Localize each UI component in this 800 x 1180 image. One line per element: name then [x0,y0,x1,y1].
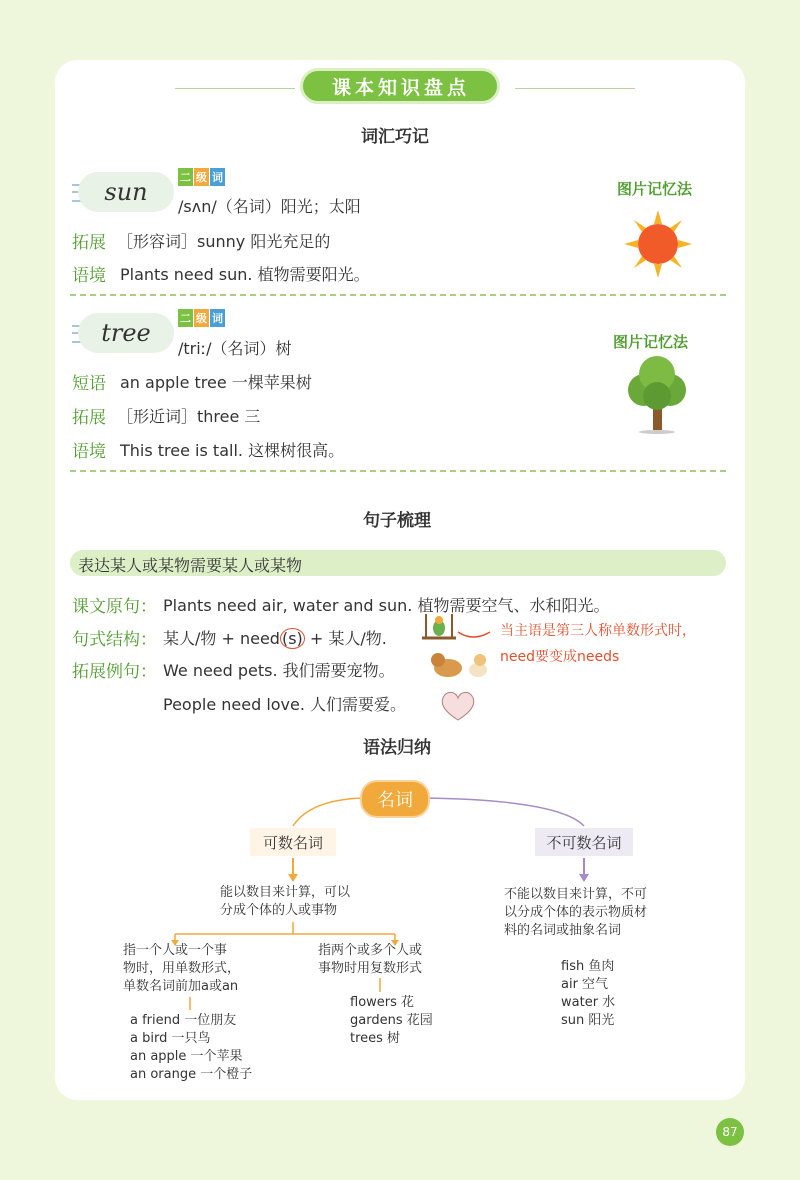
singular-rule: 指一个人或一个事 物时，用单数形式， 单数名词前加a或an [123,943,241,994]
root-node: 名词 [360,780,430,818]
list-item: gardens 花园 [350,1013,433,1028]
original-sentence: Plants need air, water and sun. 植物需要空气、水和阳光。 [163,596,610,615]
banner-char: 知 [377,76,399,99]
banner-char: 盘 [424,76,446,99]
level-tag: 二 级 词 [178,309,225,327]
grammar-section-title: 语法归纳 [357,733,437,758]
extension-tree: ［形近词］three 三 [117,407,261,426]
phrase-tree: an apple tree 一棵苹果树 [120,373,312,392]
banner-char: 本 [354,76,376,99]
singular-examples [130,1012,252,1084]
vocab-section-title: 词汇巧记 [355,122,435,147]
phonetic-tree: /triː/（名词）树 [178,339,292,358]
level-tag: 二 级 词 [178,168,225,186]
label-structure: 句式结构： [72,630,157,650]
countable-node: 可数名词 [250,828,336,856]
label-original: 课文原句： [72,597,157,617]
sentence-section-title: 句子梳理 [357,506,437,531]
banner-char: 识 [401,76,423,99]
uncountable-definition: 不能以数目来计算，不可 以分成个体的表示物质材 料的名词或抽象名词 [504,887,648,938]
list-item: a bird 一只鸟 [130,1031,211,1046]
banner-char: 点 [447,76,469,99]
list-item: trees 树 [350,1031,401,1046]
banner-char: 课 [331,76,353,99]
label-extension: 拓展 [72,408,106,428]
note-line-1: 当主语是第三人称单数形式时， [500,623,696,639]
label-extended: 拓展例句： [72,662,157,682]
list-item: flowers 花 [350,995,415,1010]
list-item: an orange 一个橙子 [130,1067,253,1082]
word-card-tree: tree [78,313,174,353]
label-extension: 拓展 [72,233,106,253]
plural-rule: 指两个或多个人或 事物时用复数形式 [318,943,423,976]
extended-example-1: We need pets. 我们需要宠物。 [163,661,395,680]
memo-label-tree: 图片记忆法 [613,333,689,351]
phonetic-sun: /sʌn/（名词）阳光；太阳 [178,197,361,216]
extension-sun: ［形容词］sunny 阳光充足的 [117,232,331,251]
note-line-2: need要变成needs [500,649,620,665]
context-tree: This tree is tall. 这棵树很高。 [120,441,345,460]
uncountable-examples [561,958,615,1030]
uncountable-node: 不可数名词 [535,828,633,856]
label-context: 语境 [72,442,106,462]
s-circle: (s) [281,629,303,648]
structure-sentence: 某人/物 + need (s) + 某人/物. [163,629,387,648]
extended-example-2: People need love. 人们需要爱。 [163,695,407,714]
page-number: 87 [716,1118,744,1146]
context-sun: Plants need sun. 植物需要阳光。 [120,265,370,284]
list-item: an apple 一个苹果 [130,1049,243,1064]
word-card-sun: sun [78,172,174,212]
memo-label-sun: 图片记忆法 [617,180,693,198]
list-item: water 水 [561,995,616,1010]
list-item: fish 鱼肉 [561,959,615,974]
list-item: air 空气 [561,977,609,992]
topic-text: 表达某人或某物需要某人或某物 [78,556,303,575]
plural-examples [350,994,433,1048]
list-item: sun 阳光 [561,1013,615,1028]
countable-definition: 能以数目来计算，可以 分成个体的人或事物 [220,885,351,918]
label-phrase: 短语 [72,374,106,394]
list-item: a friend 一位朋友 [130,1013,237,1028]
label-context: 语境 [72,266,106,286]
